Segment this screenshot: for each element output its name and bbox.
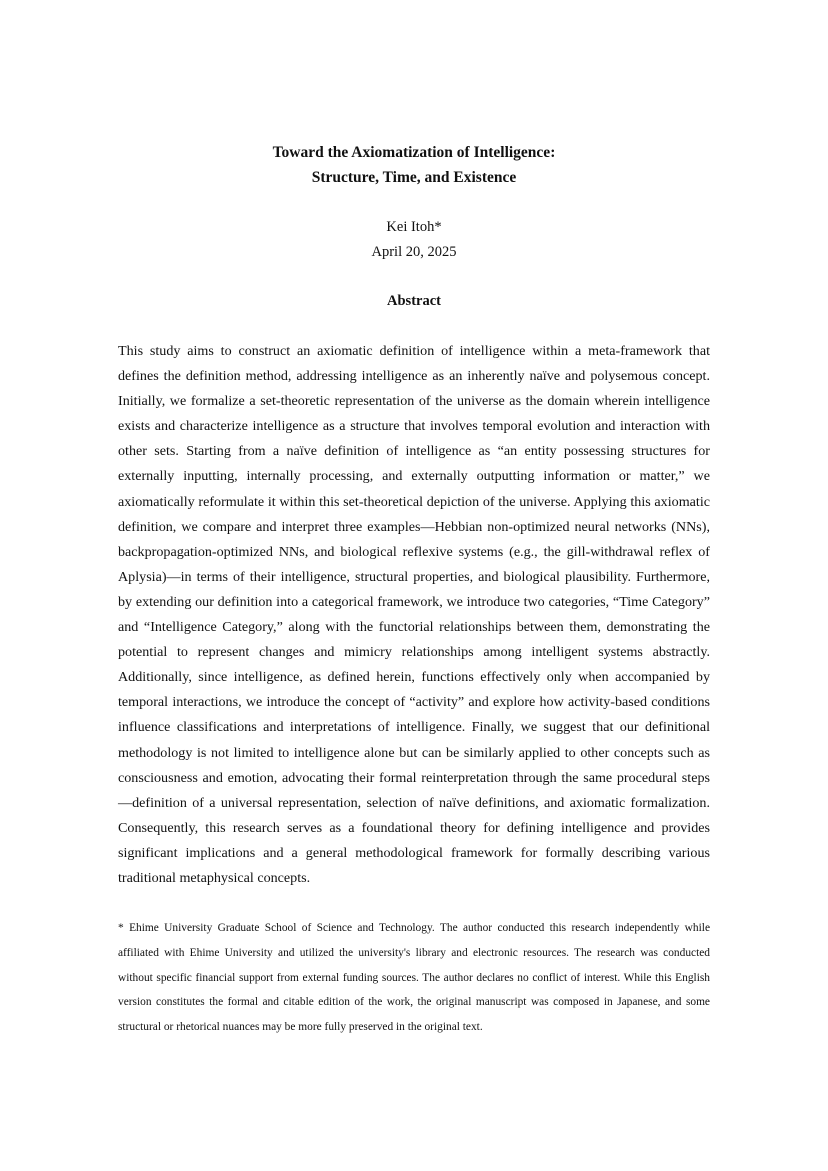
author-name: Kei Itoh*: [386, 219, 442, 235]
publication-date: April 20, 2025: [371, 244, 457, 260]
title-line-2: Structure, Time, and Existence: [311, 169, 517, 186]
abstract-heading: Abstract: [387, 293, 441, 309]
abstract-body: This study aims to construct an axiomatic definition of intelligence within a meta-framework that defines the definition method, addressing intelligence as an inherently naïve and polysemous concept. Initially, we formalize a set-theoretic representation of the universe as the domain wherein intelligence exists and characterize intelligence as a structure that involves temporal evolution and interaction with other sets. Starting from a naïve definition of intelligence as “an entity possessing structures for externally inputting, internally processing, and externally outputting information or matter,” we axiomatically reformulate it within this set-theoretical depiction of the universe. Applying this axiomatic definition, we compare and interpret three examples—Hebbian non-optimized neural networks (NNs), backpropagation-optimized NNs, and biological reflexive systems (e.g., the gill-withdrawal reflex of Aplysia)—in terms of their intelligence, structural properties, and biological plausibility. Furthermore, by extending our definition into a categorical framework, we introduce two categories, “Time Category” and “Intelligence Category,” along with the functorial relationships between them, demonstrating the potential to represent changes and mimicry relationships among intelligent systems abstractly. Additionally, since intelligence, as defined herein, functions effectively only when accompanied by temporal interactions, we introduce the concept of “activity” and explore how activity-based conditions influence classifications and interpretations of intelligence. Finally, we suggest that our definitional methodology is not limited to intelligence alone but can be similarly applied to other concepts such as consciousness and emotion, advocating their formal reinterpretation through the same procedural steps—definition of a universal representation, selection of naïve definitions, and axiomatic formalization. Consequently, this research serves as a foundational theory for defining intelligence and provides significant implications and a general methodological framework for formally describing various traditional metaphysical concepts.: [118, 343, 710, 886]
paper-title: [0, 140, 828, 190]
author-footnote: * Ehime University Graduate School of Science and Technology. The author conducted this research independently while affiliated with Ehime University and utilized the university's library and electronic resources. The research was conducted without specific financial support from external funding sources. The author declares no conflict of interest. While this English version constitutes the formal and citable edition of the work, the original manuscript was composed in Japanese, and some structural or rhetorical nuances may be more fully preserved in the original text.: [118, 922, 710, 1034]
title-line-1: Toward the Axiomatization of Intelligence:: [272, 144, 556, 161]
